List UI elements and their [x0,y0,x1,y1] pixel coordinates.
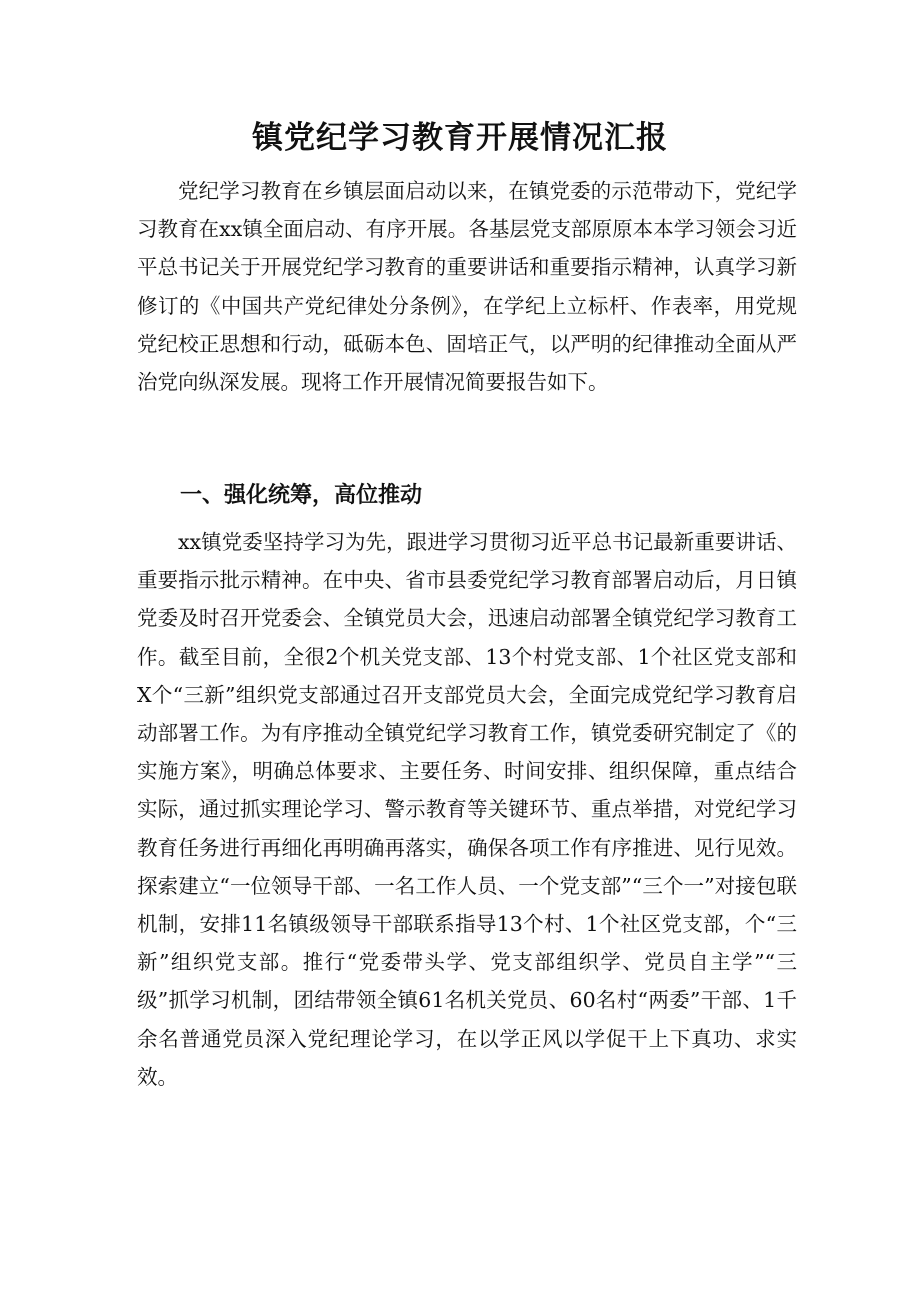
document-title: 镇党纪学习教育开展情况汇报 [252,120,668,156]
intro-paragraph: 党纪学习教育在乡镇层面启动以来，在镇党委的示范带动下，党纪学习教育在xx镇全面启动、有序开展。各基层党支部原原本本学习领会习近平总书记关于开展党纪学习教育的重要讲话和重要指示精神，认真学习新修订的《中国共产党纪律处分条例》，在学纪上立标杆、作表率，用党规党纪校正思想和行动，砥砺本色、固培正气，以严明的纪律推动全面从严治党向纵深发展。现将工作开展情况简要报告如下。 [137,179,797,395]
section-paragraph: xx镇党委坚持学习为先，跟进学习贯彻习近平总书记最新重要讲话、重要指示批示精神。在中央、省市县委党纪学习教育部署启动后，月日镇党委及时召开党委会、全镇党员大会，迅速启动部署全镇党纪学习教育工作。截至目前，全很2个机关党支部、13个村党支部、1个社区党支部和X个“三新”组织党支部通过召开支部党员大会，全面完成党纪学习教育启动部署工作。为有序推动全镇党纪学习教育工作，镇党委研究制定了《的实施方案》，明确总体要求、主要任务、时间安排、组织保障，重点结合实际，通过抓实理论学习、警示教育等关键环节、重点举措，对党纪学习教育任务进行再细化再明确再落实，确保各项工作有序推进、见行见效。探索建立“一位领导干部、一名工作人员、一个党支部”“三个一”对接包联机制，安排11名镇级领导干部联系指导13个村、1个社区党支部，个“三新”组织党支部。推行“党委带头学、党支部组织学、党员自主学”“三级”抓学习机制，团结带领全镇61名机关党员、60名村“两委”干部、1千余名普通党员深入党纪理论学习，在以学正风以学促干上下真功、求实效。 [137,530,797,1089]
section-heading: 一、强化统筹，高位推动 [180,483,423,508]
